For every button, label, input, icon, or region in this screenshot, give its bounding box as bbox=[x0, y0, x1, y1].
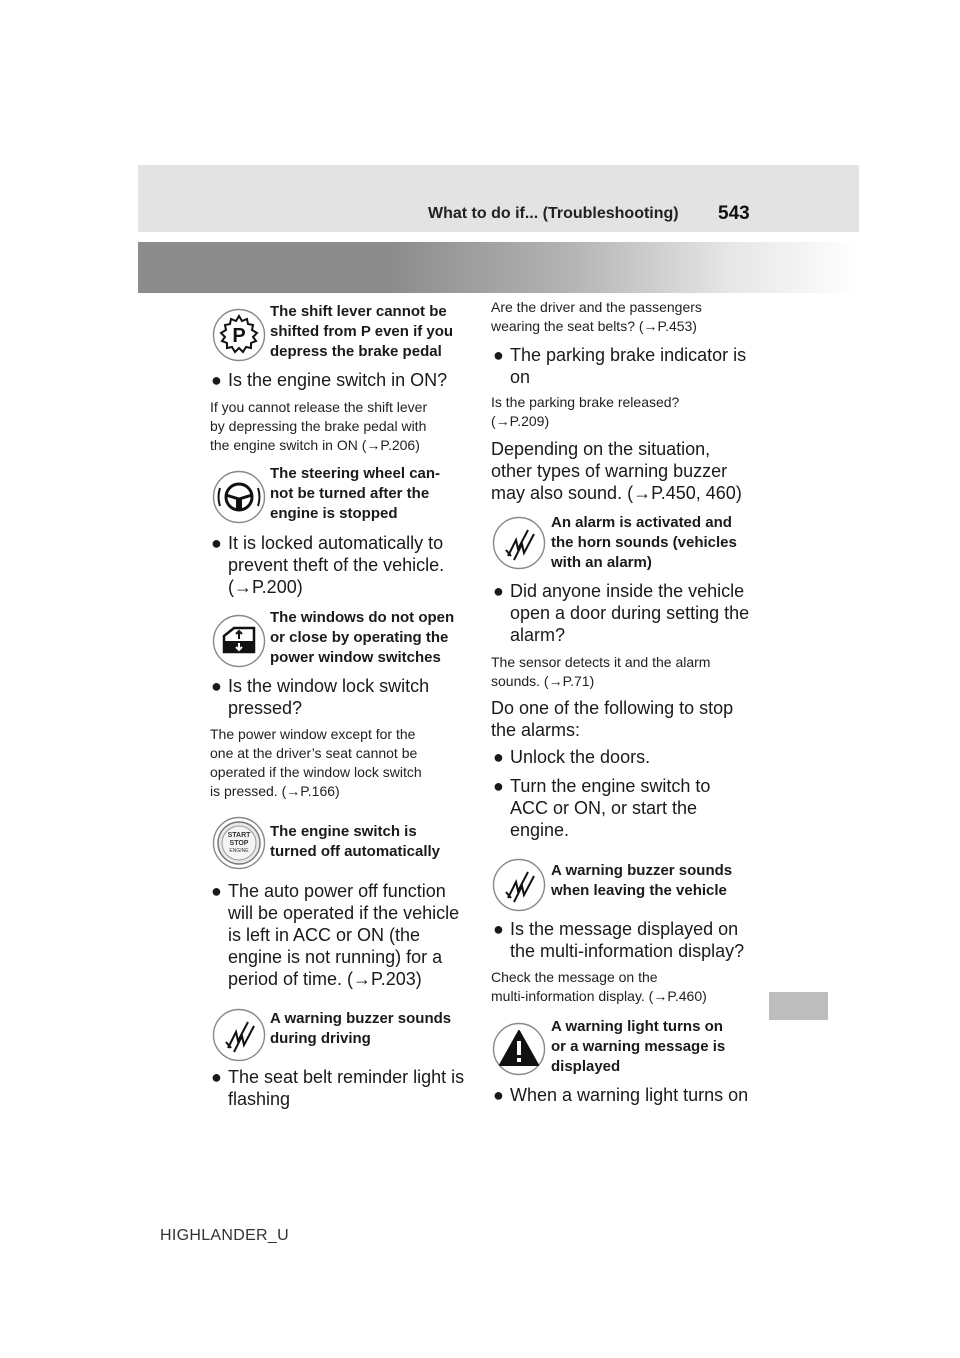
shift-lever-note: If you cannot release the shift lever by depressing the brake pedal with the engine switch in ON (→P.206) bbox=[210, 399, 428, 453]
bullet-icon: ● bbox=[211, 881, 222, 901]
list-item: ● The parking brake indicator is on bbox=[493, 345, 747, 387]
bullet-icon: ● bbox=[211, 676, 222, 696]
warning-buzzer-icon bbox=[492, 858, 546, 912]
chapter-tab bbox=[769, 992, 828, 1020]
alarm-note: The sensor detects it and the alarm sounds. (→P.71) bbox=[491, 654, 711, 689]
buzzer-leaving-title: A warning buzzer sounds when leaving the vehicle bbox=[551, 862, 733, 899]
buzzer-driving-title: A warning buzzer sounds during driving bbox=[270, 1010, 452, 1047]
engine-label: ENGINE bbox=[229, 848, 249, 854]
alarm-buzzer-icon bbox=[492, 516, 546, 570]
steering-lock-icon bbox=[212, 470, 266, 524]
stop-label: STOP bbox=[229, 840, 249, 847]
list-item: ● Is the message displayed on the multi-information display? bbox=[493, 919, 745, 961]
alarm-body-text: Do one of the following to stop the alarms: bbox=[491, 698, 734, 740]
list-item: ● Unlock the doors. bbox=[493, 747, 651, 767]
steering-title: The steering wheel can- not be turned after the engine is stopped bbox=[270, 465, 441, 522]
list-item: ● The auto power off function will be operated if the vehicle is left in ACC or ON (the engine is not running) for a period of time. (→P.203) bbox=[211, 881, 460, 989]
window-lock-icon bbox=[212, 614, 266, 668]
list-item: ● The seat belt reminder light is flashing bbox=[211, 1067, 465, 1109]
start-label: START bbox=[227, 832, 251, 839]
warning-buzzer-icon bbox=[212, 1008, 266, 1062]
bullet-icon: ● bbox=[211, 533, 222, 553]
bullet-icon: ● bbox=[493, 1085, 504, 1105]
header-title: What to do if... (Troubleshooting) bbox=[428, 205, 679, 222]
section-band bbox=[138, 242, 859, 293]
bullet-icon: ● bbox=[493, 345, 504, 365]
start-stop-engine-button-icon bbox=[212, 816, 266, 870]
alarm-title: An alarm is activated and the horn sounds (vehicles with an alarm) bbox=[551, 514, 737, 571]
list-item: ● When a warning light turns on bbox=[493, 1085, 749, 1105]
bullet-icon: ● bbox=[493, 581, 504, 601]
shift-lever-title: The shift lever cannot be shifted from P even if you depress the brake pedal bbox=[270, 303, 454, 360]
bullet-icon: ● bbox=[493, 776, 504, 796]
list-item: ● Is the engine switch in ON? bbox=[211, 370, 448, 390]
list-item: ● Is the window lock switch pressed? bbox=[211, 676, 430, 718]
bullet-icon: ● bbox=[211, 370, 222, 390]
list-item: ● Did anyone inside the vehicle open a door during setting the alarm? bbox=[493, 581, 750, 645]
bullet-icon: ● bbox=[211, 1067, 222, 1087]
parking-note: Is the parking brake released? (→P.209) bbox=[491, 394, 680, 429]
buzzer-leaving-note: Check the message on the multi-information display. (→P.460) bbox=[491, 969, 707, 1004]
seatbelt-note: Are the driver and the passengers wearing the seat belts? (→P.453) bbox=[491, 299, 702, 334]
model-footer: HIGHLANDER_U bbox=[160, 1227, 289, 1244]
engine-switch-title: The engine switch is turned off automatically bbox=[270, 823, 441, 860]
list-item: ● Turn the engine switch to ACC or ON, or start the engine. bbox=[493, 776, 711, 840]
bullet-icon: ● bbox=[493, 747, 504, 767]
page-number: 543 bbox=[718, 203, 750, 224]
buzzer-body-text: Depending on the situation, other types of warning buzzer may also sound. (→P.450, 460) bbox=[491, 439, 742, 503]
warning-light-title: A warning light turns on or a warning message is displayed bbox=[551, 1018, 726, 1075]
list-item: ● It is locked automatically to prevent theft of the vehicle. (→P.200) bbox=[211, 533, 445, 597]
bullet-icon: ● bbox=[493, 919, 504, 939]
svg-text:P: P bbox=[232, 325, 246, 347]
shift-lock-p-icon bbox=[212, 308, 266, 362]
warning-exclamation-icon bbox=[492, 1022, 546, 1076]
windows-note: The power window except for the one at the driver’s seat cannot be operated if the window lock switch is pressed. (→P.166) bbox=[210, 726, 422, 799]
windows-title: The windows do not open or close by operating the power window switches bbox=[270, 609, 455, 666]
